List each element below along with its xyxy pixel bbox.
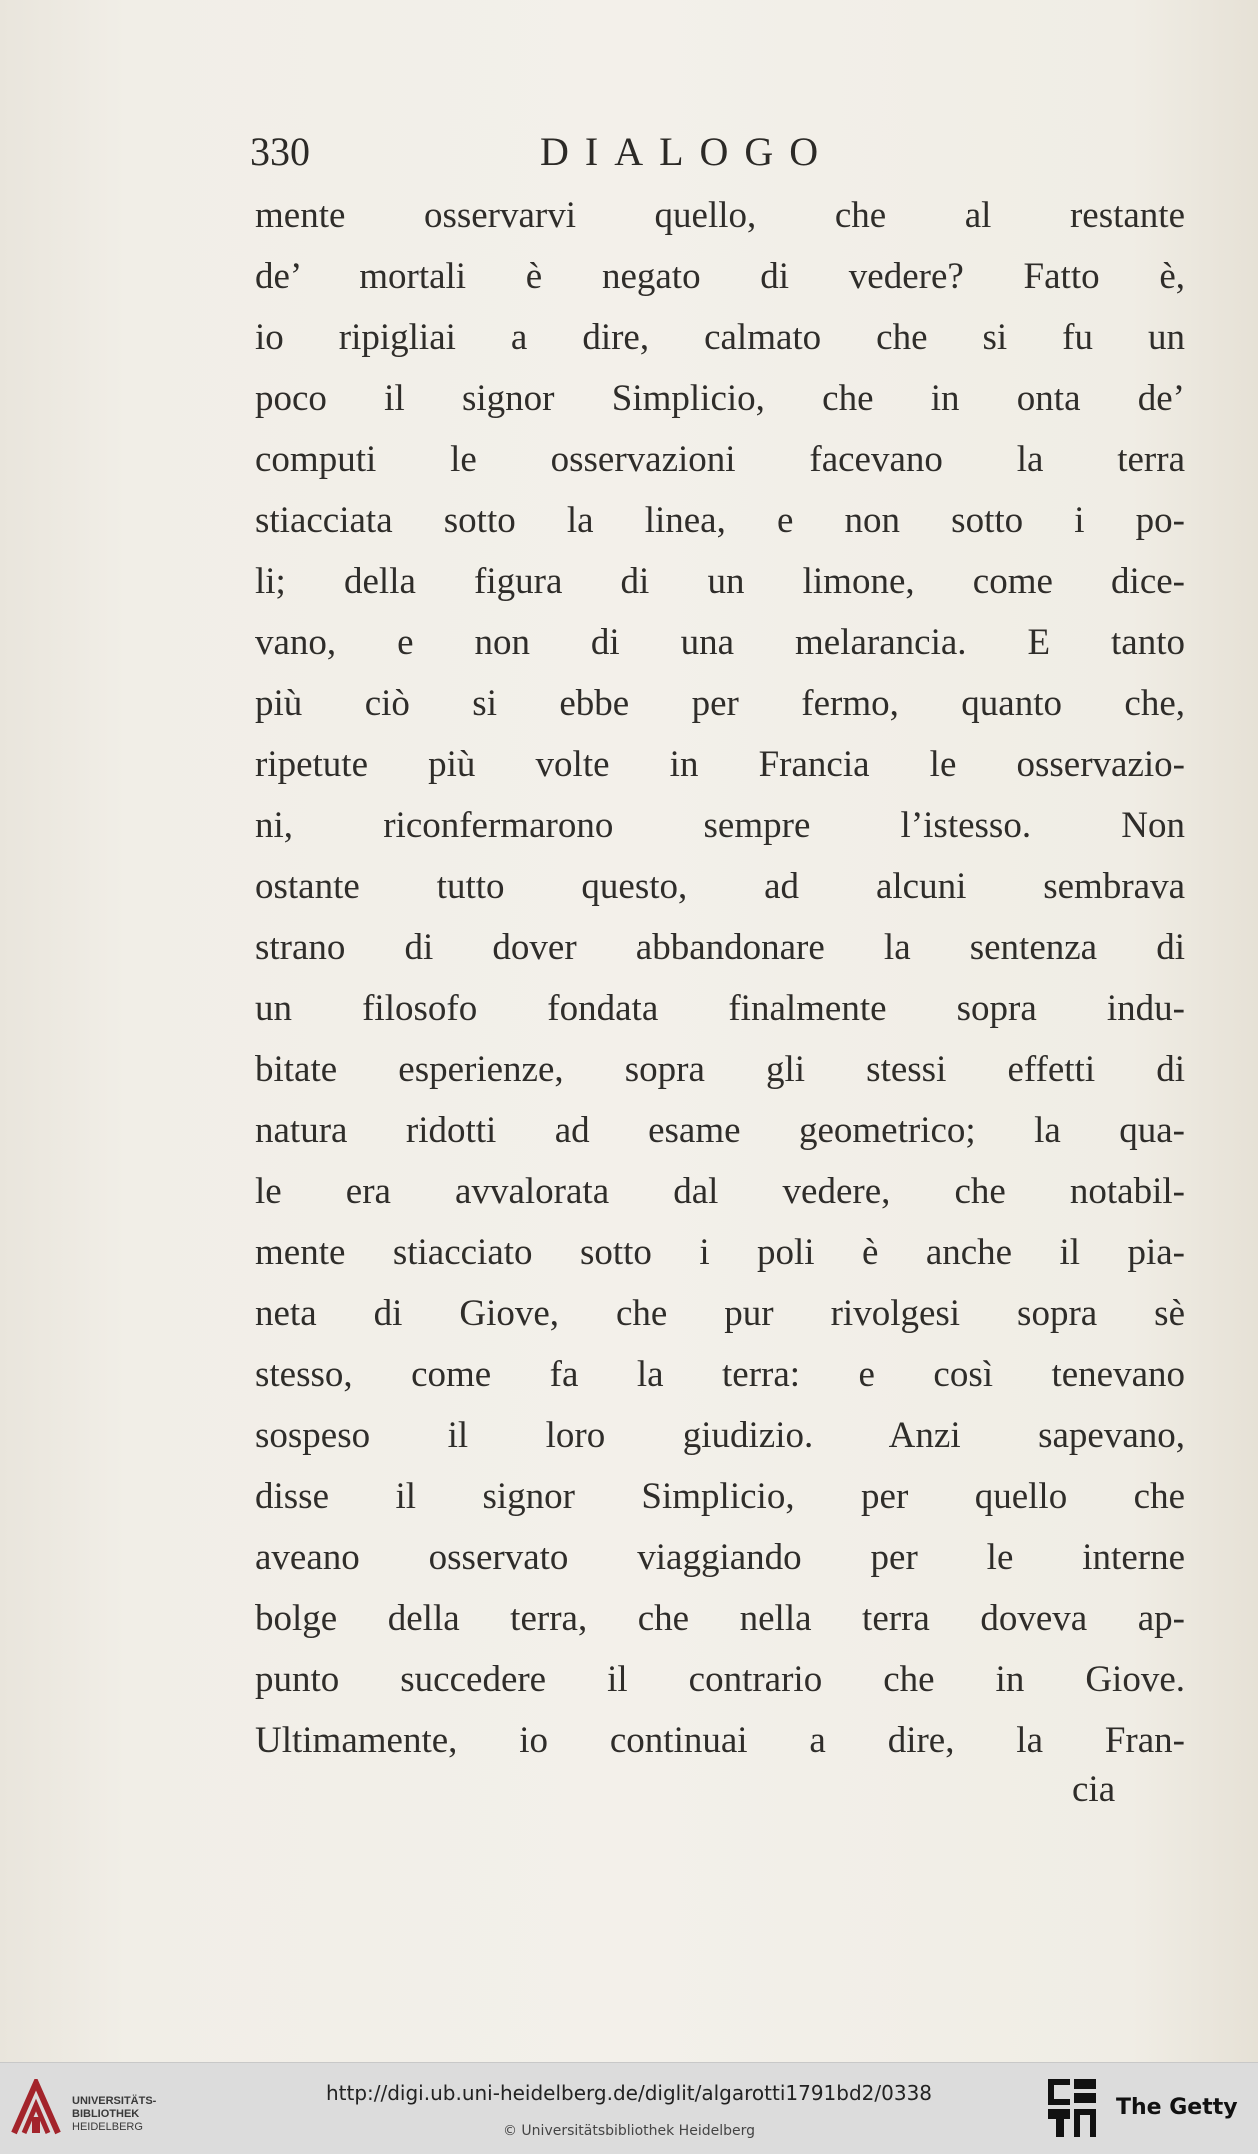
viewer-footer <box>0 2062 1258 2154</box>
getty-logo-icon <box>1046 2077 1098 2139</box>
text-line: io ripigliai a dire, calmato che si fu un <box>255 317 1185 358</box>
text-line: mente osservarvi quello, che al restante <box>255 195 1185 236</box>
text-line: disse il signor Simplicio, per quello che <box>255 1476 1185 1517</box>
text-line: sospeso il loro giudizio. Anzi sapevano, <box>255 1415 1185 1456</box>
text-line: de’ mortali è negato di vedere? Fatto è, <box>255 256 1185 297</box>
text-line: le era avvalorata dal vedere, che notabil- <box>255 1171 1185 1212</box>
library-line-3: HEIDELBERG <box>72 2121 143 2133</box>
text-line: bitate esperienze, sopra gli stessi effetti di <box>255 1049 1185 1090</box>
text-line: stesso, come fa la terra: e così tenevano <box>255 1354 1185 1395</box>
text-line: natura ridotti ad esame geometrico; la qua- <box>255 1110 1185 1151</box>
permalink-url[interactable]: http://digi.ub.uni-heidelberg.de/diglit/algarotti1791bd2/0338 <box>325 2081 933 2105</box>
text-line: vano, e non di una melarancia. E tanto <box>255 622 1185 663</box>
text-line: li; della figura di un limone, come dice- <box>255 561 1185 602</box>
text-line: strano di dover abbandonare la sentenza di <box>255 927 1185 968</box>
text-line: bolge della terra, che nella terra doveva ap- <box>255 1598 1185 1639</box>
copyright-notice: © Universitätsbibliothek Heidelberg <box>502 2123 755 2139</box>
library-line-2: BIBLIOTHEK <box>72 2108 140 2120</box>
getty-logo[interactable] <box>1046 2077 1246 2143</box>
text-line: mente stiacciato sotto i poli è anche il pia- <box>255 1232 1185 1273</box>
text-line: ripetute più volte in Francia le osservazio- <box>255 744 1185 785</box>
text-line: punto succedere il contrario che in Giove. <box>255 1659 1185 1700</box>
text-line: un filosofo fondata finalmente sopra indu- <box>255 988 1185 1029</box>
text-body <box>255 185 1185 1771</box>
running-head <box>250 128 1180 178</box>
page-number: 330 <box>250 129 310 174</box>
text-line: aveano osservato viaggiando per le interne <box>255 1537 1185 1578</box>
getty-label: The Getty <box>1116 2095 1238 2120</box>
library-line-1: UNIVERSITÄTS- <box>72 2095 157 2107</box>
catchword: cia <box>1072 1769 1116 1810</box>
text-line: neta di Giove, che pur rivolgesi sopra sè <box>255 1293 1185 1334</box>
text-line: computi le osservazioni facevano la terra <box>255 439 1185 480</box>
running-head-title: DIALOGO <box>540 129 835 174</box>
text-line: ostante tutto questo, ad alcuni sembrava <box>255 866 1185 907</box>
text-line: stiacciata sotto la linea, e non sotto i po- <box>255 500 1185 541</box>
text-line: ni, riconfermarono sempre l’istesso. Non <box>255 805 1185 846</box>
text-line: poco il signor Simplicio, che in onta de’ <box>255 378 1185 419</box>
text-line: Ultimamente, io continuai a dire, la Fran- <box>255 1720 1185 1761</box>
text-line: più ciò si ebbe per fermo, quanto che, <box>255 683 1185 724</box>
